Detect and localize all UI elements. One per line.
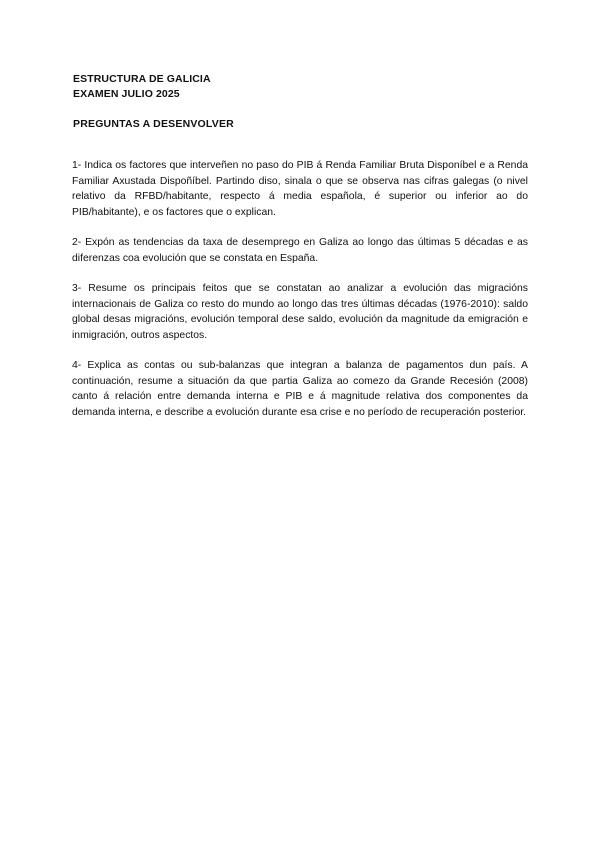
section-title: PREGUNTAS A DESENVOLVER <box>73 118 234 130</box>
question-3: 3- Resume os principais feitos que se constatan ao analizar a evolución das migracións internacionais de Galiza co resto do mundo ao longo das tres últimas décadas (1976-2010): saldo global desas migracións, evolución temporal dese saldo, evolución da magnitude da emigración e inmigración, outros aspectos. <box>72 283 528 341</box>
question-2: 2- Expón as tendencias da taxa de desemprego en Galiza ao longo das últimas 5 décadas e as diferenzas coa evolución que se constata en España. <box>72 237 528 264</box>
exam-date: EXAMEN JULIO 2025 <box>73 88 180 100</box>
document-header <box>73 72 533 102</box>
questions-list <box>72 158 528 435</box>
course-title: ESTRUCTURA DE GALICIA <box>73 73 211 85</box>
question-1: 1- Indica os factores que interveñen no paso do PIB á Renda Familiar Bruta Disponíbel e a Renda Familiar Axustada Dispoñíbel. Partindo diso, sinala o que se observa nas cifras galegas (o nivel relativo da RFBD/habitante, respecto á media española, é superior ou inferior ao do PIB/habitante), e os factores que o explican. <box>72 160 528 218</box>
question-4: 4- Explica as contas ou sub-balanzas que integran a balanza de pagamentos dun país. A continuación, resume a situación da que partia Galiza ao comezo da Grande Recesión (2008) canto á relación entre demanda interna e PIB e á magnitude relativa dos componentes da demanda interna, e describe a evolución durante esa crise e no período de recuperación posterior. <box>72 360 528 418</box>
